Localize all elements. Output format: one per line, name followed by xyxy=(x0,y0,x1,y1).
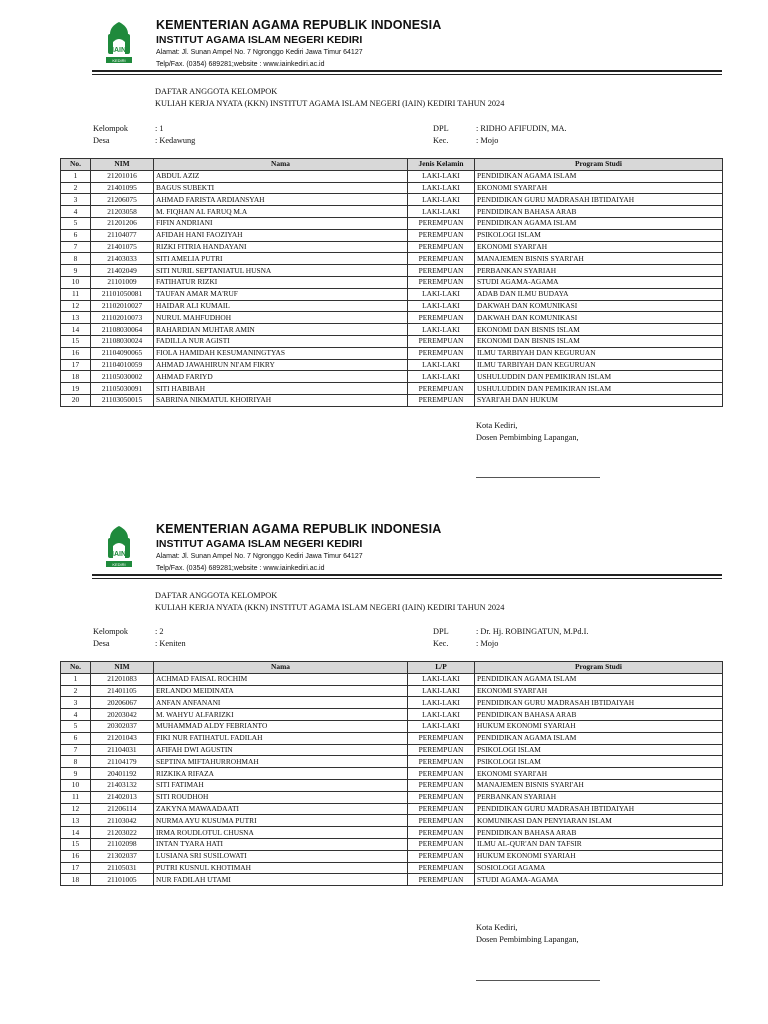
cell-nama: FIFIN ANDRIANI xyxy=(154,217,408,229)
cell-nim: 21401075 xyxy=(91,241,154,253)
cell-no: 5 xyxy=(61,720,91,732)
cell-gender: PEREMPUAN xyxy=(408,756,475,768)
dpl-label: DPL xyxy=(433,627,449,636)
cell-prodi: PENDIDIKAN GURU MADRASAH IBTIDAIYAH xyxy=(475,803,723,815)
cell-prodi: USHULUDDIN DAN PEMIKIRAN ISLAM xyxy=(475,371,723,383)
cell-gender: PEREMPUAN xyxy=(408,791,475,803)
cell-gender: PEREMPUAN xyxy=(408,217,475,229)
cell-gender: LAKI-LAKI xyxy=(408,170,475,182)
cell-nim: 20401192 xyxy=(91,768,154,780)
letterhead xyxy=(92,522,722,592)
cell-prodi: HUKUM EKONOMI SYARIAH xyxy=(475,720,723,732)
cell-no: 9 xyxy=(61,768,91,780)
cell-gender: PEREMPUAN xyxy=(408,335,475,347)
cell-nama: SEPTINA MIFTAHURROHMAH xyxy=(154,756,408,768)
letterhead-rule-thin xyxy=(92,578,722,579)
cell-no: 17 xyxy=(61,862,91,874)
cell-nim: 21401095 xyxy=(91,182,154,194)
cell-prodi: PENDIDIKAN AGAMA ISLAM xyxy=(475,217,723,229)
dpl-value: : Dr. Hj. ROBINGATUN, M.Pd.I. xyxy=(476,627,589,636)
cell-nim: 21108030024 xyxy=(91,335,154,347)
header-col-nim: NIM xyxy=(91,662,154,674)
cell-no: 4 xyxy=(61,709,91,721)
cell-gender: LAKI-LAKI xyxy=(408,685,475,697)
cell-prodi: MANAJEMEN BISNIS SYARI'AH xyxy=(475,253,723,265)
cell-prodi: PERBANKAN SYARIAH xyxy=(475,265,723,277)
title-line-1: DAFTAR ANGGOTA KELOMPOK xyxy=(155,87,278,96)
cell-gender: PEREMPUAN xyxy=(408,347,475,359)
table-row xyxy=(61,862,723,874)
cell-nim: 21102098 xyxy=(91,838,154,850)
cell-nim: 21102010073 xyxy=(91,312,154,324)
cell-prodi: USHULUDDIN DAN PEMIKIRAN ISLAM xyxy=(475,383,723,395)
cell-nama: ABDUL AZIZ xyxy=(154,170,408,182)
cell-no: 13 xyxy=(61,312,91,324)
cell-nama: PUTRI KUSNUL KHOTIMAH xyxy=(154,862,408,874)
dpl-label: DPL xyxy=(433,124,449,133)
signature-block xyxy=(476,922,579,946)
cell-nama: RAHARDIAN MUHTAR AMIN xyxy=(154,324,408,336)
cell-nim: 21201016 xyxy=(91,170,154,182)
cell-no: 14 xyxy=(61,324,91,336)
table-row xyxy=(61,827,723,839)
title-line-2: KULIAH KERJA NYATA (KKN) INSTITUT AGAMA ISLAM NEGERI (IAIN) KEDIRI TAHUN 2024 xyxy=(155,603,505,612)
cell-no: 1 xyxy=(61,673,91,685)
cell-gender: PEREMPUAN xyxy=(408,768,475,780)
cell-nama: BAGUS SUBEKTI xyxy=(154,182,408,194)
cell-nama: SABRINA NIKMATUL KHOIRIYAH xyxy=(154,394,408,406)
cell-no: 19 xyxy=(61,383,91,395)
header-col-prodi: Program Studi xyxy=(475,662,723,674)
table-row xyxy=(61,744,723,756)
cell-prodi: PENDIDIKAN BAHASA ARAB xyxy=(475,709,723,721)
cell-no: 10 xyxy=(61,779,91,791)
cell-nama: ANFAN ANFANANI xyxy=(154,697,408,709)
cell-nama: FIKI NUR FATIHATUL FADILAH xyxy=(154,732,408,744)
cell-no: 8 xyxy=(61,253,91,265)
institute-contact: Telp/Fax. (0354) 689281;website : www.iainkediri.ac.id xyxy=(156,565,325,572)
title-line-1: DAFTAR ANGGOTA KELOMPOK xyxy=(155,591,278,600)
kec-value: : Mojo xyxy=(476,136,499,145)
cell-gender: PEREMPUAN xyxy=(408,253,475,265)
table-row xyxy=(61,768,723,780)
cell-nama: SITI FATIMAH xyxy=(154,779,408,791)
cell-prodi: PENDIDIKAN GURU MADRASAH IBTIDAIYAH xyxy=(475,697,723,709)
cell-gender: LAKI-LAKI xyxy=(408,697,475,709)
table-row xyxy=(61,685,723,697)
cell-nim: 21104031 xyxy=(91,744,154,756)
cell-gender: PEREMPUAN xyxy=(408,312,475,324)
cell-nim: 21103042 xyxy=(91,815,154,827)
cell-gender: LAKI-LAKI xyxy=(408,182,475,194)
cell-no: 18 xyxy=(61,874,91,886)
cell-no: 4 xyxy=(61,206,91,218)
table-row xyxy=(61,791,723,803)
cell-gender: PEREMPUAN xyxy=(408,827,475,839)
cell-nama: INTAN TYARA HATI xyxy=(154,838,408,850)
table-row xyxy=(61,850,723,862)
cell-no: 9 xyxy=(61,265,91,277)
ministry-name: KEMENTERIAN AGAMA REPUBLIK INDONESIA xyxy=(156,18,442,32)
cell-nim: 21403033 xyxy=(91,253,154,265)
cell-nama: FATIHATUR RIZKI xyxy=(154,276,408,288)
cell-nama: NUR FADILAH UTAMI xyxy=(154,874,408,886)
cell-no: 5 xyxy=(61,217,91,229)
cell-no: 8 xyxy=(61,756,91,768)
cell-nim: 21103050015 xyxy=(91,394,154,406)
cell-nim: 21402013 xyxy=(91,791,154,803)
cell-prodi: ILMU TARBIYAH DAN KEGURUAN xyxy=(475,359,723,371)
cell-nama: ZAKYNA MAWAADAATI xyxy=(154,803,408,815)
header-col-gender: Jenis Kelamin xyxy=(408,159,475,171)
cell-nama: ERLANDO MEIDINATA xyxy=(154,685,408,697)
cell-nim: 21402049 xyxy=(91,265,154,277)
cell-nama: AHMAD FARIYD xyxy=(154,371,408,383)
cell-nama: SITI NURIL SEPTANIATUL HUSNA xyxy=(154,265,408,277)
cell-prodi: SOSIOLOGI AGAMA xyxy=(475,862,723,874)
table-row xyxy=(61,709,723,721)
cell-nim: 21104090065 xyxy=(91,347,154,359)
cell-no: 2 xyxy=(61,182,91,194)
cell-nama: SITI HABIBAH xyxy=(154,383,408,395)
cell-nim: 21201083 xyxy=(91,673,154,685)
cell-no: 6 xyxy=(61,732,91,744)
cell-gender: LAKI-LAKI xyxy=(408,709,475,721)
cell-gender: LAKI-LAKI xyxy=(408,206,475,218)
cell-gender: LAKI-LAKI xyxy=(408,720,475,732)
cell-nim: 21104179 xyxy=(91,756,154,768)
table-row xyxy=(61,756,723,768)
cell-no: 16 xyxy=(61,850,91,862)
cell-nim: 21102010027 xyxy=(91,300,154,312)
cell-no: 13 xyxy=(61,815,91,827)
cell-prodi: SYARI'AH DAN HUKUM xyxy=(475,394,723,406)
dpl-value: : RIDHO AFIFUDIN, MA. xyxy=(476,124,567,133)
cell-no: 15 xyxy=(61,335,91,347)
institute-address: Alamat: Jl. Sunan Ampel No. 7 Ngronggo Kediri Jawa Timur 64127 xyxy=(156,49,363,56)
cell-nim: 21105031 xyxy=(91,862,154,874)
kec-value: : Mojo xyxy=(476,639,499,648)
cell-gender: PEREMPUAN xyxy=(408,744,475,756)
cell-nama: M. FIQHAN AL FARUQ M.A xyxy=(154,206,408,218)
cell-nim: 21104077 xyxy=(91,229,154,241)
table-header-row xyxy=(61,662,723,674)
cell-prodi: ADAB DAN ILMU BUDAYA xyxy=(475,288,723,300)
cell-gender: LAKI-LAKI xyxy=(408,673,475,685)
cell-nama: AHMAD JAWAHIRUN NI'AM FIKRY xyxy=(154,359,408,371)
cell-gender: LAKI-LAKI xyxy=(408,194,475,206)
cell-prodi: EKONOMI SYARI'AH xyxy=(475,685,723,697)
cell-nim: 21201043 xyxy=(91,732,154,744)
cell-prodi: STUDI AGAMA-AGAMA xyxy=(475,874,723,886)
cell-nim: 20203042 xyxy=(91,709,154,721)
cell-gender: PEREMPUAN xyxy=(408,815,475,827)
cell-nama: AFIDAH HANI FAOZIYAH xyxy=(154,229,408,241)
cell-nama: FADILLA NUR AGISTI xyxy=(154,335,408,347)
cell-prodi: PENDIDIKAN BAHASA ARAB xyxy=(475,206,723,218)
cell-prodi: PENDIDIKAN AGAMA ISLAM xyxy=(475,170,723,182)
table-row xyxy=(61,732,723,744)
desa-label: Desa xyxy=(93,136,110,145)
institute-name: INSTITUT AGAMA ISLAM NEGERI KEDIRI xyxy=(156,34,363,46)
cell-nama: AFIFAH DWI AGUSTIN xyxy=(154,744,408,756)
cell-no: 12 xyxy=(61,803,91,815)
cell-gender: PEREMPUAN xyxy=(408,229,475,241)
cell-no: 3 xyxy=(61,697,91,709)
kelompok-label: Kelompok xyxy=(93,124,129,133)
cell-nama: RIZKIKA RIFAZA xyxy=(154,768,408,780)
cell-no: 7 xyxy=(61,241,91,253)
cell-gender: LAKI-LAKI xyxy=(408,300,475,312)
table-row xyxy=(61,815,723,827)
cell-nama: SITI ROUDHOH xyxy=(154,791,408,803)
cell-nim: 21105030002 xyxy=(91,371,154,383)
header-col-nim: NIM xyxy=(91,159,154,171)
desa-value: : Kedawung xyxy=(155,136,196,145)
cell-nim: 21203022 xyxy=(91,827,154,839)
cell-prodi: EKONOMI SYARI'AH xyxy=(475,768,723,780)
cell-gender: LAKI-LAKI xyxy=(408,324,475,336)
kelompok-value: : 2 xyxy=(155,627,164,636)
cell-nim: 21206114 xyxy=(91,803,154,815)
table-row xyxy=(61,838,723,850)
cell-prodi: PSIKOLOGI ISLAM xyxy=(475,744,723,756)
cell-gender: PEREMPUAN xyxy=(408,862,475,874)
cell-prodi: HUKUM EKONOMI SYARIAH xyxy=(475,850,723,862)
cell-nama: MUHAMMAD ALDY FEBRIANTO xyxy=(154,720,408,732)
institute-contact: Telp/Fax. (0354) 689281;website : www.iainkediri.ac.id xyxy=(156,61,325,68)
cell-prodi: ILMU TARBIYAH DAN KEGURUAN xyxy=(475,347,723,359)
cell-gender: PEREMPUAN xyxy=(408,276,475,288)
cell-prodi: EKONOMI DAN BISNIS ISLAM xyxy=(475,324,723,336)
cell-nim: 21105030091 xyxy=(91,383,154,395)
kelompok-label: Kelompok xyxy=(93,627,129,636)
cell-gender: PEREMPUAN xyxy=(408,803,475,815)
letterhead-rule xyxy=(92,574,722,576)
header-col-no: No. xyxy=(61,662,91,674)
cell-prodi: DAKWAH DAN KOMUNIKASI xyxy=(475,312,723,324)
logo-sub-text: KEDIRI xyxy=(112,562,126,567)
table-row xyxy=(61,874,723,886)
cell-gender: PEREMPUAN xyxy=(408,838,475,850)
cell-nama: IRMA ROUDLOTUL CHUSNA xyxy=(154,827,408,839)
cell-no: 10 xyxy=(61,276,91,288)
cell-prodi: PENDIDIKAN GURU MADRASAH IBTIDAIYAH xyxy=(475,194,723,206)
cell-gender: PEREMPUAN xyxy=(408,265,475,277)
cell-no: 12 xyxy=(61,300,91,312)
cell-gender: PEREMPUAN xyxy=(408,394,475,406)
cell-prodi: EKONOMI DAN BISNIS ISLAM xyxy=(475,335,723,347)
institute-address: Alamat: Jl. Sunan Ampel No. 7 Ngronggo Kediri Jawa Timur 64127 xyxy=(156,553,363,560)
cell-nama: ACHMAD FAISAL ROCHIM xyxy=(154,673,408,685)
ministry-name: KEMENTERIAN AGAMA REPUBLIK INDONESIA xyxy=(156,522,442,536)
cell-nama: NURMA AYU KUSUMA PUTRI xyxy=(154,815,408,827)
header-col-nama: Nama xyxy=(154,662,408,674)
cell-gender: PEREMPUAN xyxy=(408,850,475,862)
cell-gender: PEREMPUAN xyxy=(408,874,475,886)
header-col-nama: Nama xyxy=(154,159,408,171)
cell-prodi: PERBANKAN SYARIAH xyxy=(475,791,723,803)
desa-value: : Keniten xyxy=(155,639,186,648)
cell-no: 2 xyxy=(61,685,91,697)
member-table xyxy=(60,661,723,886)
cell-prodi: PENDIDIKAN AGAMA ISLAM xyxy=(475,732,723,744)
header-col-no: No. xyxy=(61,159,91,171)
cell-prodi: EKONOMI SYARI'AH xyxy=(475,241,723,253)
header-col-gender: L/P xyxy=(408,662,475,674)
table-row xyxy=(61,779,723,791)
logo-text: IAIN xyxy=(112,47,126,54)
cell-gender: LAKI-LAKI xyxy=(408,359,475,371)
cell-nim: 21206075 xyxy=(91,194,154,206)
cell-nim: 21101050081 xyxy=(91,288,154,300)
cell-nama: TAUFAN AMAR MA'RUF xyxy=(154,288,408,300)
cell-no: 11 xyxy=(61,791,91,803)
cell-prodi: EKONOMI SYARI'AH xyxy=(475,182,723,194)
signature-role: Dosen Pembimbing Lapangan, xyxy=(476,433,579,442)
cell-nama: HAIDAR ALI KUMAIL xyxy=(154,300,408,312)
cell-prodi: DAKWAH DAN KOMUNIKASI xyxy=(475,300,723,312)
cell-no: 15 xyxy=(61,838,91,850)
cell-gender: PEREMPUAN xyxy=(408,241,475,253)
cell-no: 11 xyxy=(61,288,91,300)
cell-nim: 21104010059 xyxy=(91,359,154,371)
table-row xyxy=(61,720,723,732)
cell-gender: PEREMPUAN xyxy=(408,732,475,744)
cell-nim: 21101005 xyxy=(91,874,154,886)
cell-prodi: MANAJEMEN BISNIS SYARI'AH xyxy=(475,779,723,791)
cell-nama: SITI AMELIA PUTRI xyxy=(154,253,408,265)
table-row xyxy=(61,697,723,709)
table-row xyxy=(61,673,723,685)
iain-logo-icon xyxy=(102,524,136,570)
cell-nama: M. WAHYU ALFARIZKI xyxy=(154,709,408,721)
desa-label: Desa xyxy=(93,639,110,648)
cell-no: 1 xyxy=(61,170,91,182)
cell-prodi: PSIKOLOGI ISLAM xyxy=(475,229,723,241)
kec-label: Kec. xyxy=(433,639,449,648)
cell-prodi: ILMU AL-QUR'AN DAN TAFSIR xyxy=(475,838,723,850)
title-line-2: KULIAH KERJA NYATA (KKN) INSTITUT AGAMA ISLAM NEGERI (IAIN) KEDIRI TAHUN 2024 xyxy=(155,99,505,108)
cell-nim: 20206067 xyxy=(91,697,154,709)
cell-nama: FIOLA HAMIDAH KESUMANINGTYAS xyxy=(154,347,408,359)
cell-gender: PEREMPUAN xyxy=(408,383,475,395)
cell-nama: NURUL MAHFUDHOH xyxy=(154,312,408,324)
cell-nim: 21203058 xyxy=(91,206,154,218)
cell-no: 17 xyxy=(61,359,91,371)
cell-nim: 21403132 xyxy=(91,779,154,791)
cell-prodi: PENDIDIKAN BAHASA ARAB xyxy=(475,827,723,839)
cell-no: 20 xyxy=(61,394,91,406)
cell-no: 6 xyxy=(61,229,91,241)
cell-no: 7 xyxy=(61,744,91,756)
signature-city: Kota Kediri, xyxy=(476,923,518,932)
cell-nim: 20302037 xyxy=(91,720,154,732)
cell-no: 14 xyxy=(61,827,91,839)
cell-no: 18 xyxy=(61,371,91,383)
signature-line xyxy=(476,980,600,981)
cell-prodi: KOMUNIKASI DAN PENYIARAN ISLAM xyxy=(475,815,723,827)
cell-no: 3 xyxy=(61,194,91,206)
signature-role: Dosen Pembimbing Lapangan, xyxy=(476,935,579,944)
cell-nim: 21302037 xyxy=(91,850,154,862)
document-title xyxy=(155,590,504,614)
cell-nama: RIZKI FITRIA HANDAYANI xyxy=(154,241,408,253)
cell-nim: 21401105 xyxy=(91,685,154,697)
institute-name: INSTITUT AGAMA ISLAM NEGERI KEDIRI xyxy=(156,538,363,550)
cell-prodi: PENDIDIKAN AGAMA ISLAM xyxy=(475,673,723,685)
signature-city: Kota Kediri, xyxy=(476,421,518,430)
cell-nim: 21101009 xyxy=(91,276,154,288)
cell-prodi: PSIKOLOGI ISLAM xyxy=(475,756,723,768)
cell-nama: LUSIANA SRI SUSILOWATI xyxy=(154,850,408,862)
kec-label: Kec. xyxy=(433,136,449,145)
cell-nim: 21108030064 xyxy=(91,324,154,336)
cell-prodi: STUDI AGAMA-AGAMA xyxy=(475,276,723,288)
header-col-prodi: Program Studi xyxy=(475,159,723,171)
kelompok-value: : 1 xyxy=(155,124,164,133)
cell-nim: 21201206 xyxy=(91,217,154,229)
cell-no: 16 xyxy=(61,347,91,359)
logo-sub-text: KEDIRI xyxy=(112,58,126,63)
cell-gender: PEREMPUAN xyxy=(408,779,475,791)
cell-nama: AHMAD FARISTA ARDIANSYAH xyxy=(154,194,408,206)
cell-gender: LAKI-LAKI xyxy=(408,288,475,300)
cell-gender: LAKI-LAKI xyxy=(408,371,475,383)
logo-text: IAIN xyxy=(112,551,126,558)
letterhead-text xyxy=(156,522,441,575)
table-row xyxy=(61,803,723,815)
